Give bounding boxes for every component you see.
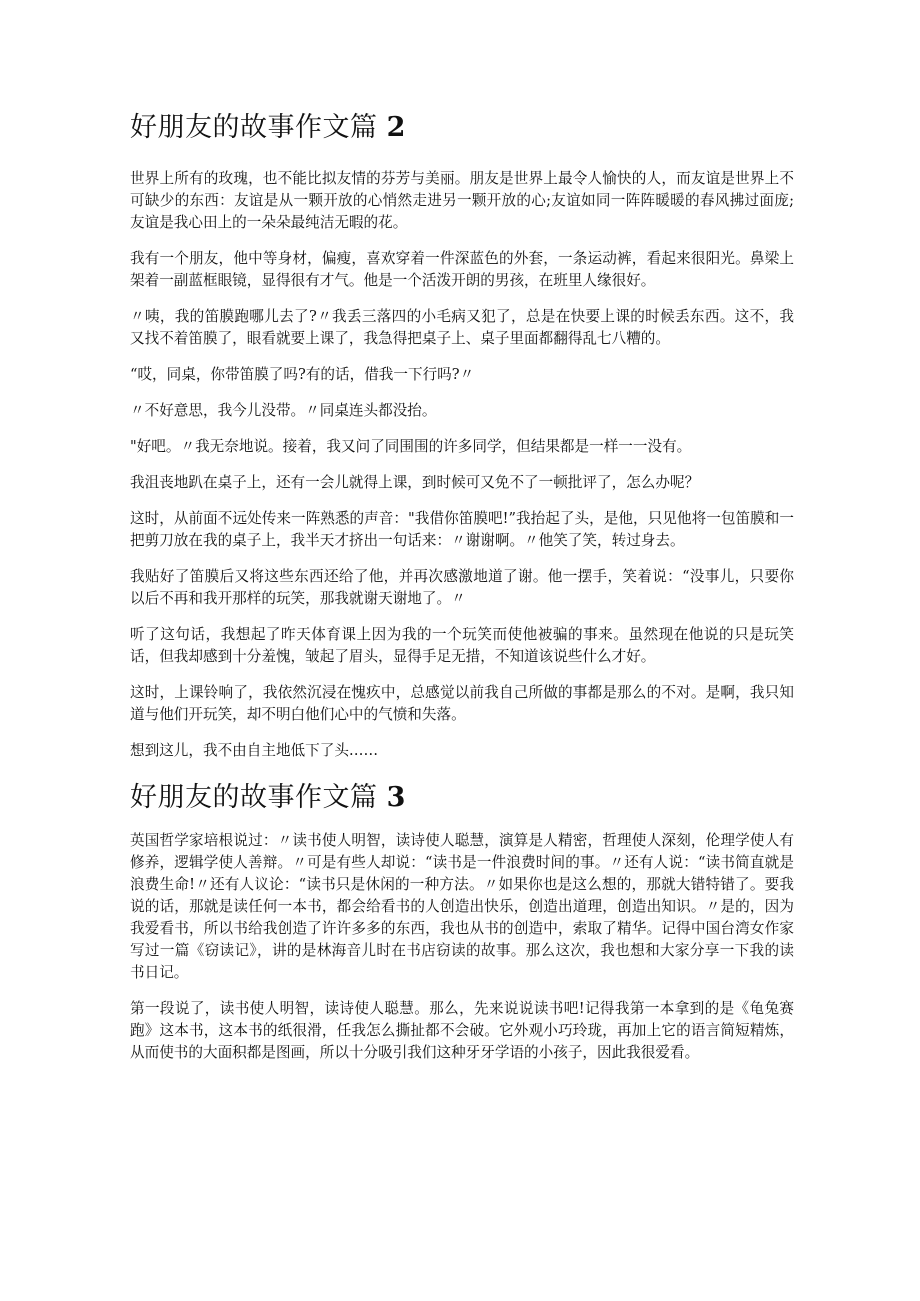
section-title-text: 好朋友的故事作文篇 [130,112,378,143]
paragraph: 英国哲学家培根说过：〃读书使人明智，读诗使人聪慧，演算是人精密，哲理使人深刻，伦理学使人有修养，逻辑学使人善辩。〃可是有些人却说：“读书是一件浪费时间的事。〃还有人说：“读书简直就是浪费生命!〃还有人议论：“读书只是休闲的一种方法。〃如果你也是这么想的，那就大错特错了。要我说的话，那就是读任何一本书，都会给看书的人创造出快乐，创造出道理，创造出知识。〃是的，因为我爱看书，所以书给我创造了许许多多的东西，我也从书的创造中，索取了精华。记得中国台湾女作家写过一篇《窃读记》，讲的是林海音儿时在书店窃读的故事。那么这次，我也想和大家分享一下我的读书日记。 [130,832,794,981]
paragraph: 我有一个朋友，他中等身材，偏瘦，喜欢穿着一件深蓝色的外套，一条运动裤，看起来很阳光。鼻梁上架着一副蓝框眼镜，显得很有才气。他是一个活泼开朗的男孩，在班里人缘很好。 [130,250,794,289]
paragraph: 这时，从前面不远处传来一阵熟悉的声音："我借你笛膜吧!”我抬起了头，是他，只见他将一包笛膜和一把剪刀放在我的桌子上，我半天才挤出一句话来：〃谢谢啊。〃他笑了笑，转过身去。 [130,510,794,549]
paragraph: 我贴好了笛膜后又将这些东西还给了他，并再次感激地道了谢。他一摆手，笑着说：“没事儿，只要你以后不再和我开那样的玩笑，那我就谢天谢地了。〃 [130,568,794,607]
paragraph: 〃不好意思，我今儿没带。〃同桌连头都没抬。 [130,402,437,419]
paragraph: 世界上所有的玫瑰，也不能比拟友情的芬芳与美丽。朋友是世界上最令人愉快的人，而友谊是世界上不可缺少的东西：友谊是从一颗开放的心悄然走进另一颗开放的心;友谊如同一阵阵暖暖的春风拂过面庞;友谊是我心田上的一朵朵最纯洁无暇的花。 [130,170,794,231]
section-title [130,110,794,146]
paragraph: "好吧。〃我无奈地说。接着，我又问了同围围的许多同学，但结果都是一样一一没有。 [130,438,692,455]
paragraph: 第一段说了，读书使人明智，读诗使人聪慧。那么，先来说说读书吧!记得我第一本拿到的是《龟兔赛跑》这本书，这本书的纸很滑，任我怎么撕扯都不会破。它外观小巧玲珑，再加上它的语言简短精炼，从而使书的大面积都是图画，所以十分吸引我们这种牙牙学语的小孩子，因此我很爱看。 [130,1000,794,1061]
paragraph: 我沮丧地趴在桌子上，还有一会儿就得上课，到时候可又免不了一顿批评了，怎么办呢？ [130,474,700,491]
section-number: 3 [386,782,406,813]
paragraph: 〃咦，我的笛膜跑哪儿去了?〃我丢三落四的小毛病又犯了，总是在快要上课的时候丢东西。这不，我又找不着笛膜了，眼看就要上课了，我急得把桌子上、桌子里面都翻得乱七八糟的。 [130,308,794,347]
paragraph: 这时，上课铃响了，我依然沉浸在愧疚中，总感觉以前我自己所做的事都是那么的不对。是啊，我只知道与他们开玩笑，却不明白他们心中的气愤和失落。 [130,684,794,723]
section-title [130,780,794,816]
section-title-text: 好朋友的故事作文篇 [130,782,378,813]
section-number: 2 [386,112,406,143]
paragraph: 听了这句话，我想起了昨天体育课上因为我的一个玩笑而使他被骗的事来。虽然现在他说的只是玩笑话，但我却感到十分羞愧，皱起了眉头，显得手足无措，不知道该说些什么才好。 [130,626,794,665]
paragraph: “哎，同桌，你带笛膜了吗?有的话，借我一下行吗?〃 [130,366,475,383]
paragraph: 想到这儿，我不由自主地低下了头…… [130,742,379,759]
document-page [130,110,794,1078]
